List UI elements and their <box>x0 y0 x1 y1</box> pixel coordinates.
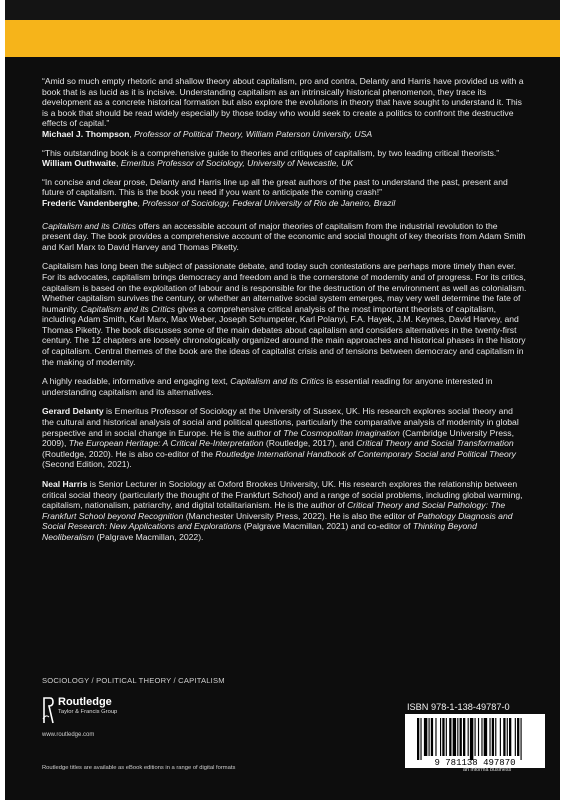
barcode-bar <box>515 718 516 756</box>
reviewer-name: William Outhwaite <box>42 158 116 169</box>
barcode-bar <box>521 718 522 760</box>
barcode-bar <box>435 718 436 756</box>
barcode-bar <box>489 718 490 756</box>
quote-text: “In concise and clear prose, Delanty and Harris line up all the great authors of the past to understand the past, present and future of capitalism. This is the book you need if you want to anticipate the coming crash!” <box>42 176 508 198</box>
barcode-bar <box>470 718 473 760</box>
barcode-bar <box>468 718 469 756</box>
barcode-bar <box>517 718 519 756</box>
paragraph-text: offers an accessible account of major theories of capitalism from the industrial revolution to the present day. The book provides a comprehensive account of the economic and social thought of key theorists from Adam Smith and Karl Marx to David Harvey and Thomas Piketty. <box>42 220 526 252</box>
quote-text: “This outstanding book is a comprehensive guide to theories and critiques of capitalism, by two leading critical theorists.” <box>42 147 500 158</box>
barcode-bar <box>457 718 458 756</box>
bio-text: (Manchester University Press, 2022). He is also the editor of <box>183 510 418 521</box>
publisher-name: Routledge <box>58 696 112 708</box>
author-name: Gerard Delanty <box>42 406 104 417</box>
paragraph-text: is essential reading for anyone interested in understanding capitalism and its alternatives. <box>42 376 493 397</box>
barcode-bar <box>509 718 511 756</box>
publisher-block <box>42 695 202 745</box>
subject-categories: SOCIOLOGY / POLITICAL THEORY / CAPITALISM <box>42 676 225 685</box>
ebook-note: Routledge titles are available as eBook editions in a range of digital formats <box>42 765 236 771</box>
routledge-logo-icon <box>42 695 54 725</box>
paragraph-text: A highly readable, informative and engaging text, <box>42 376 231 387</box>
praise-quote-2 <box>42 148 527 169</box>
book-title: Thinking Beyond Neoliberalism <box>42 521 477 542</box>
reviewer-affiliation: Emeritus Professor of Sociology, University of Newcastle, UK <box>120 158 354 169</box>
barcode-graphic <box>405 714 545 768</box>
bio-text: (Cambridge University Press, 2009), <box>42 427 514 449</box>
reviewer-name: Frederic Vandenberghe <box>42 197 138 208</box>
barcode-bar <box>460 718 462 756</box>
barcode-bar <box>463 718 465 756</box>
reviewer-affiliation: Professor of Sociology, Federal University of Rio de Janeiro, Brazil <box>142 197 396 208</box>
book-title: Pathology Diagnosis and Social Research: New Applications and Explorations <box>42 510 513 532</box>
description-paragraph-3 <box>42 376 527 397</box>
barcode-bar <box>481 718 482 756</box>
publisher-group: Taylor & Francis Group <box>58 709 118 715</box>
barcode-bar <box>420 718 421 760</box>
reviewer-affiliation: Professor of Political Theory, William Paterson University, USA <box>134 128 373 139</box>
bio-text: (Palgrave Macmillan, 2021) and co-editor of <box>241 521 413 532</box>
description-paragraph-2 <box>42 261 527 367</box>
author-bio-harris <box>42 479 527 543</box>
barcode-bar <box>453 718 456 756</box>
barcode-bar <box>492 718 494 756</box>
barcode-bar <box>495 718 496 756</box>
barcode-bar <box>449 718 451 756</box>
author-name: Neal Harris <box>42 479 88 489</box>
reviewer-name: Michael J. Thompson <box>42 128 130 139</box>
isbn-label: ISBN 978-1-138-49787-0 <box>407 702 510 712</box>
bio-text: (Second Edition, 2021). <box>42 459 132 470</box>
barcode-bar <box>424 718 427 756</box>
author-bio-delanty <box>42 406 527 470</box>
bio-text: (Palgrave Macmillan, 2022). <box>94 531 204 542</box>
bio-text: is Senior Lecturer in Sociology at Oxford Brookes University, UK. His research explores the relationship between critical social theory (particularly the thought of the Frankfurt School) and a range of social problems, including global warming, capitalism, nationalism, patriarchy, and digital totalitarianism. He is the author of <box>42 479 523 511</box>
quote-attribution: Frederic Vandenberghe, Professor of Sociology, Federal University of Rio de Janeiro, Brazil <box>42 197 396 208</box>
barcode <box>405 714 545 768</box>
barcode-bar <box>503 718 505 756</box>
quote-attribution: Michael J. Thompson, Professor of Political Theory, William Paterson University, USA <box>42 128 373 139</box>
praise-quote-3 <box>42 177 527 209</box>
barcode-bar <box>446 718 447 756</box>
praise-quote-1 <box>42 76 527 140</box>
paragraph-text: gives a comprehensive critical analysis of the most important theorists of capitalism, including Adam Smith, Karl Marx, Max Weber, Joseph Schumpeter, Karl Polanyi, F.A. Hayek, J.M. Keynes, David Harvey, and Thomas Piketty. The book discusses some of the main debates about capitalism and considers alternatives in the twenty-first century. The 12 chapters are loosely chronologically organized around the main approaches and historical phases in the history of capitalism. Central themes of the book are the ideas of capitalist crisis and of tensions between democracy and capitalism in the making of modernity. <box>42 303 526 367</box>
bio-text: is Emeritus Professor of Sociology at the University of Sussex, UK. His research explores social theory and the cultural and historical analysis of social and political questions, particularly the comparative analysis of modernity in global perspective and in social change in Europe. He is the author of <box>42 406 519 438</box>
barcode-bar <box>507 718 508 756</box>
quote-attribution: William Outhwaite, Emeritus Professor of Sociology, University of Newcastle, UK <box>42 158 354 169</box>
accent-bar <box>5 20 560 57</box>
barcode-bar <box>500 718 501 756</box>
description-paragraph-1 <box>42 221 527 253</box>
publisher-url: www.routledge.com <box>42 732 95 738</box>
book-title: Capitalism and its Critics <box>81 303 176 314</box>
book-title: The European Heritage: A Critical Re-Interpretation <box>68 438 264 449</box>
barcode-bar <box>431 718 433 756</box>
top-dark-band <box>5 0 560 20</box>
barcode-bar <box>475 718 476 756</box>
quote-text: “Amid so much empty rhetoric and shallow theory about capitalism, pro and contra, Delanty and Harris have provided us with a book that is as lucid as it is incisive. Understanding capitalism as an intrinsically historical phenomenon, they trace its development as a concrete historical formation but also explore the evolutions in theory that have sought to understand it. This is a book that should be read widely especially by those today who would seek to create a politics to confront the destructive effects of capital.” <box>42 76 524 129</box>
bio-text: (Routledge, 2020). He is also co-editor of the <box>42 448 216 459</box>
barcode-bar <box>478 718 479 756</box>
barcode-digits: 9 781138 497870 <box>434 758 516 768</box>
cover-text <box>42 76 527 552</box>
book-title: Capitalism and its Critics <box>42 220 137 231</box>
informa-note: an informa business <box>463 767 512 773</box>
book-title: The Cosmopolitan Imagination <box>283 427 400 438</box>
book-title: Critical Theory and Social Pathology: The Frankfurt School beyond Recognition <box>42 500 506 521</box>
barcode-bar <box>429 718 430 756</box>
bio-text: (Routledge, 2017), and <box>263 438 357 449</box>
book-title: Routledge International Handbook of Contemporary Social and Political Theory <box>215 448 516 459</box>
paragraph-text: Capitalism has long been the subject of passionate debate, and today such contestations are perhaps more timely than ever. For its advocates, capitalism brings democracy and freedom and is the cornerstone of modernity and of progress. For its critics, capitalism is based on the exploitation of labour and is responsible for the destruction of the environment as well as colonialism. Whether capitalism survives the century, or whether an alternative social system emerges, may very well determine the fate of humanity. <box>42 261 527 314</box>
back-cover <box>5 0 560 800</box>
book-title: Capitalism and its Critics <box>230 376 325 387</box>
barcode-bar <box>417 718 419 760</box>
book-title: Critical Theory and Social Transformation <box>356 438 514 449</box>
barcode-bar <box>484 718 487 756</box>
barcode-bar <box>442 718 444 756</box>
barcode-bar <box>440 718 441 756</box>
